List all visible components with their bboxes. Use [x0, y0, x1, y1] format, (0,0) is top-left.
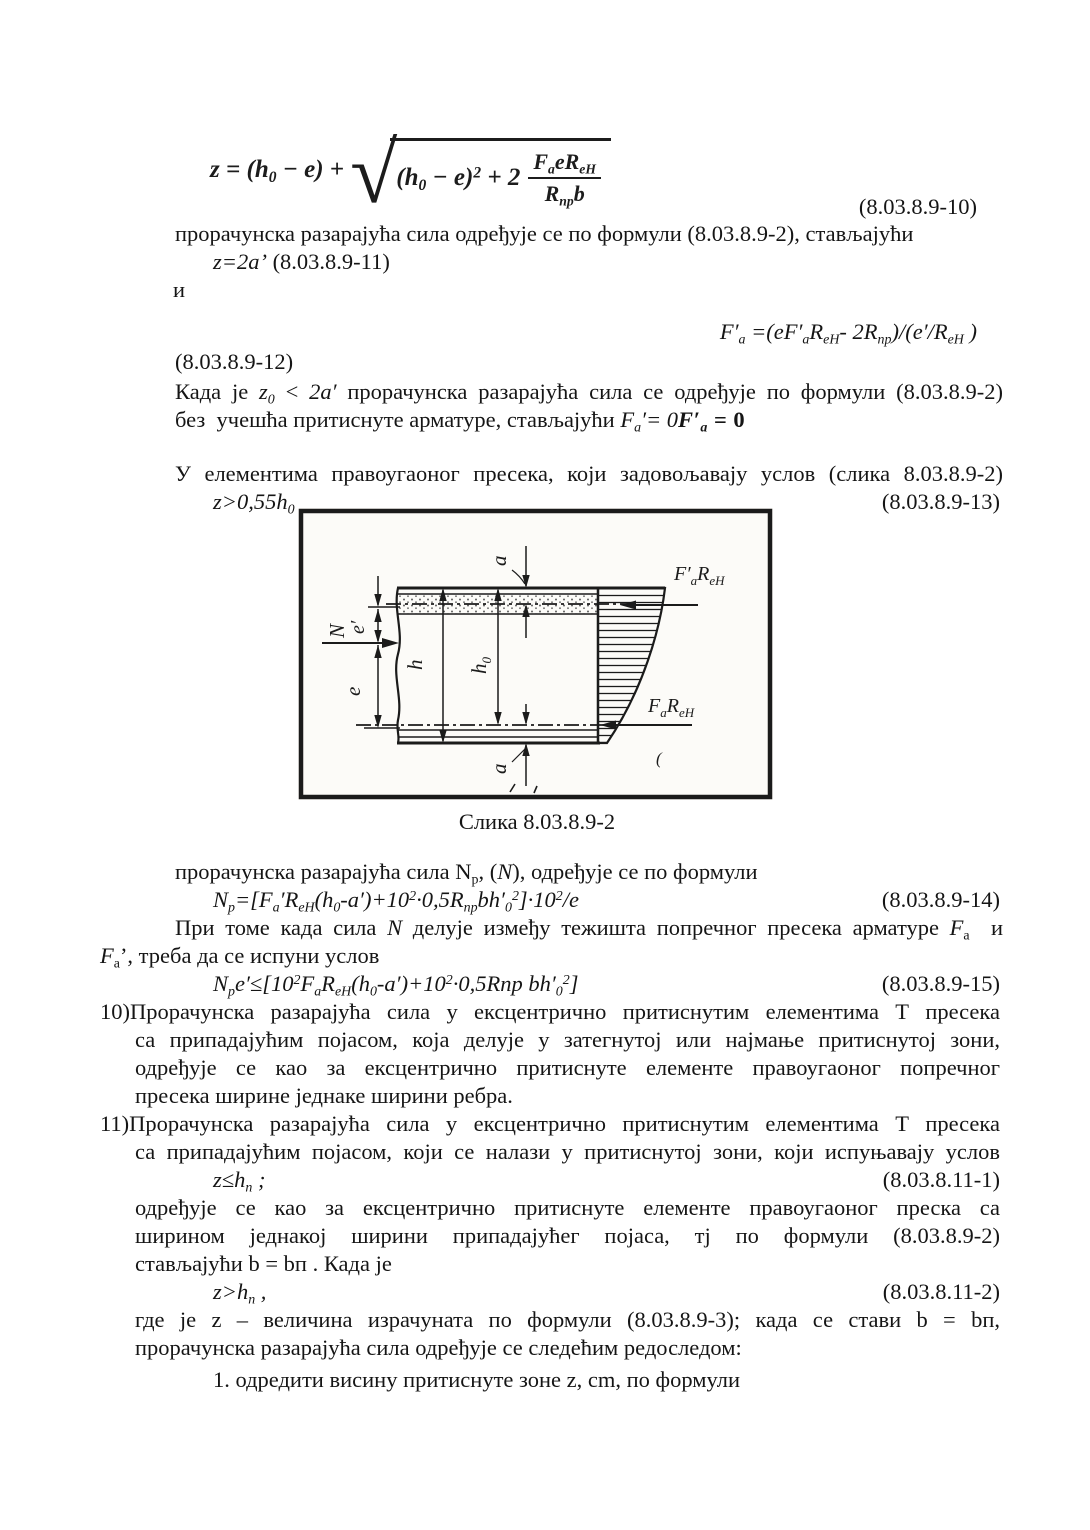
figure-frame [301, 511, 770, 797]
paragraph-np-intro: прорачунска разарајућа сила $N_p$, (N), одређује се по формули [175, 859, 758, 888]
figure-label-a-bottom: a [487, 763, 511, 774]
tick-mark [534, 786, 537, 793]
arrowhead [374, 645, 381, 658]
tick-mark [510, 784, 515, 792]
formula-8-03-8-9-10 [210, 125, 611, 221]
list-item-11-line: прорачунска разарајућа сила одређује се следећим редоследом: [135, 1335, 742, 1360]
fraction-denominator: $R_{пр}b$ [544, 181, 585, 209]
list-item-11-line: 11)Прорачунска разарајућа сила у ексцентрично притиснутим елементима Т пресека [100, 1111, 1000, 1136]
formula-8-03-8-9-14: $N_p=[F_a'R_{eH}(h_0-a')+10^2\cdot 0,5R_{np}bh'_0^2]\cdot 10^2/e$ [213, 887, 580, 916]
list-item-11-line: са припадајућим појасом, који се налази у притиснутој зони, који испуњавају услов [135, 1139, 1000, 1164]
formula-reference: (8.03.8.9-10) [858, 194, 977, 219]
figure-label-e: e [341, 686, 365, 696]
list-item-10-line: 10)Прорачунска разарајућа сила у ексцентрично притиснутим елементима Т пресека [100, 999, 1000, 1024]
figure-drawing [298, 508, 773, 800]
arrowhead [494, 712, 501, 725]
figure-label-h0: $h_0$ [467, 657, 494, 674]
list-item-11-line: ширином једнакој ширини припадајућег појаса, тј по формули (8.03.8.9-2) [135, 1223, 1000, 1248]
formula-reference: (8.03.8.9-13) [881, 489, 1000, 514]
list-item-10-line: пресека ширине једнаке ширини ребра. [135, 1083, 513, 1108]
arrowhead [522, 712, 529, 725]
formula-8-03-8-9-13: $z>0,55h_0$ [213, 489, 295, 518]
paragraph-pri-tome: При томе када сила N делује између тежишта попречног пресека арматуре $F_a$ и [175, 915, 1003, 944]
tick-glyph: ( [656, 749, 662, 768]
conjunction-i: и [173, 277, 186, 302]
list-item-10-line: са припадајућим појасом, која делује у затегнутој или најмање притиснутој зони, [135, 1027, 1000, 1052]
paragraph-intro: прорачунска разарајућа сила одређује се по формули (8.03.8.9-2), стављајући [175, 221, 914, 246]
figure-label-N: N [325, 623, 349, 638]
paragraph-fa-treba: $F_a$’, треба да се испуни услов [100, 943, 380, 972]
radicand: $(h_0 - e)^2 + 2$ [396, 164, 521, 194]
list-item-11-line: одређује се као за ексцентрично притиснуте елементе правоугаоног преска са [135, 1195, 1000, 1220]
paragraph-bez-ucesca: без учешћа притиснуте арматуре, стављајући $F_a'= 0F'_a = 0$ [175, 407, 746, 436]
formula-reference: (8.03.8.9-14) [881, 887, 1000, 912]
figure-label-force-top: $F'_aR_{eH}$ [674, 563, 725, 588]
formula-8-03-8-9-12: $F'_a =(eF'_aR_{eH}-$ $2R_{np})/(e'/R_{eH}$ ) [719, 319, 977, 348]
formula-lhs: $z = (h_0 - e)$ + [210, 156, 345, 186]
formula-reference: (8.03.8.9-15) [881, 971, 1000, 996]
radical [350, 125, 611, 221]
formula-8-03-8-9-15: $N_pe'\le[10^2F_aR_{eH}(h_0-a')+10^2\cdot 0,5Rnp$ $bh'_0^2$] [213, 971, 579, 1000]
list-item-11-line: где је z – величина израчуната по формули (8.03.8.9-3); када се стави b = bп, [135, 1307, 1000, 1332]
fraction [528, 149, 601, 207]
arrowhead [382, 638, 399, 648]
formula-8-03-8-9-11: z=2a’ (8.03.8.9-11) [213, 249, 390, 274]
arrowhead [374, 609, 381, 622]
step-1-line: 1. одредити висину притиснуте зоне z, cm, по формули [213, 1367, 741, 1392]
figure-label-h: h [403, 659, 427, 670]
arrowhead [374, 715, 381, 728]
fraction-numerator: $F_aeR_{eH}$ [528, 149, 601, 179]
arrowhead [374, 594, 381, 607]
figure-label-force-bottom: $F_aR_{eH}$ [648, 695, 695, 720]
figure-label-e-prime: e′ [347, 620, 369, 634]
stress-diagram [598, 588, 665, 743]
paragraph-u-elementima: У елементима правоугаоног пресека, који задовољавају услов (слика 8.03.8.9-2) [175, 461, 1003, 486]
arrowhead [522, 743, 529, 756]
formula-reference: (8.03.8.9-12) [175, 349, 294, 374]
arrowhead [374, 630, 381, 643]
figure-caption: Слика 8.03.8.9-2 [458, 809, 616, 834]
radical-sign: √ [350, 125, 398, 221]
list-item-11-line: стављајући b = bп . Када је [135, 1251, 392, 1276]
paragraph-kada-je: Када је $z_0 < 2a'$ прорачунска разарајућа сила се одређује по формули (8.03.8.9-2) [175, 379, 1003, 408]
figure-cross-section [298, 508, 773, 800]
formula-8-03-8-11-2: $z>h_n$ , [213, 1279, 267, 1308]
formula-reference: (8.03.8.11-1) [882, 1167, 1000, 1192]
formula-8-03-8-11-1: $z\le h_n$ ; [213, 1167, 266, 1196]
figure-label-a-top: a [487, 555, 511, 566]
formula-reference: (8.03.8.11-2) [882, 1279, 1000, 1304]
list-item-10-line: одређује се као за ексцентрично притиснуте елементе правоугаоног попречног [135, 1055, 1000, 1080]
radical-body [390, 138, 611, 207]
